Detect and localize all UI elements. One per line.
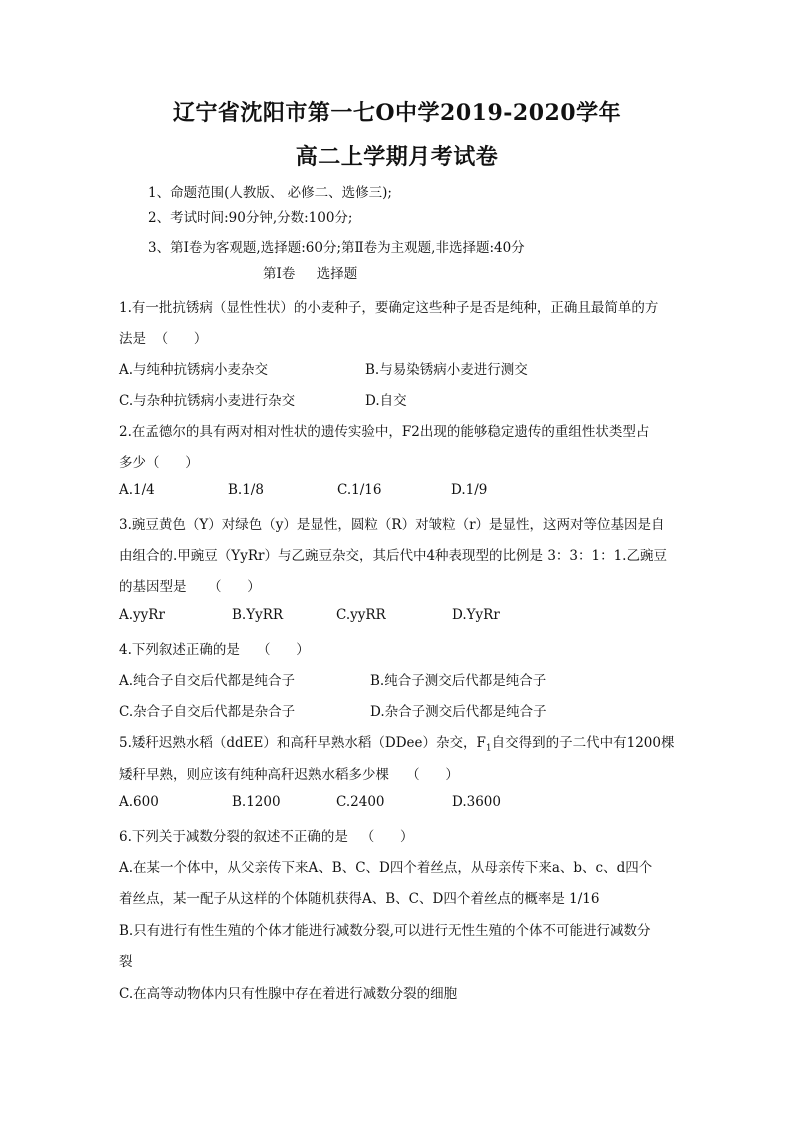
q2-option-a: A.1/4 [119, 482, 155, 498]
q3-option-d: D.YyRr [452, 607, 500, 623]
exam-note-2: 2、考试时间:90分钟,分数:100分; [148, 210, 353, 226]
exam-note-3: 3、第Ⅰ卷为客观题,选择题:60分;第Ⅱ卷为主观题,非选择题:40分 [148, 240, 525, 256]
q3-stem-line1: 3.豌豆黄色（Y）对绿色（y）是显性，圆粒（R）对皱粒（r）是显性，这两对等位基因是自 [119, 517, 665, 533]
q4-option-b: B.纯合子测交后代都是纯合子 [370, 673, 547, 689]
q5-stem-post: 自交得到的子二代中有1200棵 [491, 735, 675, 751]
q2-option-b: B.1/8 [228, 482, 264, 498]
q5-stem-line1 [119, 731, 674, 754]
q4-option-a: A.纯合子自交后代都是纯合子 [119, 673, 296, 689]
q6-option-b-line1: B.只有进行有性生殖的个体才能进行减数分裂,可以进行无性生殖的个体不可能进行减数分 [119, 923, 651, 939]
q3-option-c: C.yyRR [336, 607, 386, 623]
q3-option-a: A.yyRr [119, 607, 165, 623]
q6-option-c-line1: C.在高等动物体内只有性腺中存在着进行减数分裂的细胞 [119, 986, 458, 1002]
q2-stem-line1: 2.在孟德尔的具有两对相对性状的遗传实验中，F2出现的能够稳定遗传的重组性状类型占 [119, 424, 650, 440]
q5-stem-pre: 5.矮秆迟熟水稻（ddEE）和高秆早熟水稻（DDee）杂交，F [119, 735, 486, 751]
q1-stem-line1: 1.有一批抗锈病（显性性状）的小麦种子，要确定这些种子是否是纯种，正确且最简单的方 [119, 300, 659, 316]
q1-option-d: D.自交 [365, 393, 407, 409]
q2-stem-line2: 多少（ ） [119, 455, 199, 471]
q6-option-a-line2: 着丝点，某一配子从这样的个体随机获得A、B、C、D四个着丝点的概率是 1/16 [119, 891, 600, 907]
exam-title-line2: 高二上学期月考试卷 [295, 144, 499, 170]
q6-option-b-line2: 裂 [119, 954, 133, 970]
q2-option-c: C.1/16 [337, 482, 382, 498]
exam-note-1: 1、命题范围(人教版、 必修二、选修三); [148, 185, 392, 201]
q5-option-c: C.2400 [336, 794, 385, 810]
exam-title-line1: 辽宁省沈阳市第一七O中学2019-2020学年 [172, 100, 622, 126]
q4-option-d: D.杂合子测交后代都是纯合子 [370, 704, 547, 720]
q5-stem-line2: 矮秆早熟，则应该有纯种高秆迟熟水稻多少棵 （ ） [119, 767, 459, 783]
q6-option-a-line1: A.在某一个体中，从父亲传下来A、B、C、D四个着丝点，从母亲传下来a、b、c、d四个 [119, 860, 653, 876]
q1-option-b: B.与易染锈病小麦进行测交 [365, 362, 528, 378]
q4-option-c: C.杂合子自交后代都是杂合子 [119, 704, 296, 720]
q3-option-b: B.YyRR [232, 607, 284, 623]
q1-option-a: A.与纯种抗锈病小麦杂交 [119, 362, 269, 378]
q5-option-b: B.1200 [232, 794, 281, 810]
q5-stem-subscript: 1 [485, 743, 492, 754]
q5-option-d: D.3600 [452, 794, 501, 810]
q3-stem-line3: 的基因型是 （ ） [119, 579, 261, 595]
q6-stem-line1: 6.下列关于减数分裂的叙述不正确的是 （ ） [119, 829, 414, 845]
q2-option-d: D.1/9 [451, 482, 488, 498]
q4-stem-line1: 4.下列叙述正确的是 （ ） [119, 642, 310, 658]
section-heading: 第Ⅰ卷 选择题 [263, 266, 358, 282]
q5-option-a: A.600 [119, 794, 159, 810]
q1-stem-line2: 法是 （ ） [119, 331, 208, 347]
q3-stem-line2: 由组合的.甲豌豆（YyRr）与乙豌豆杂交，其后代中4种表现型的比例是 3：3：1：1.乙豌豆 [119, 548, 667, 564]
q1-option-c: C.与杂种抗锈病小麦进行杂交 [119, 393, 296, 409]
